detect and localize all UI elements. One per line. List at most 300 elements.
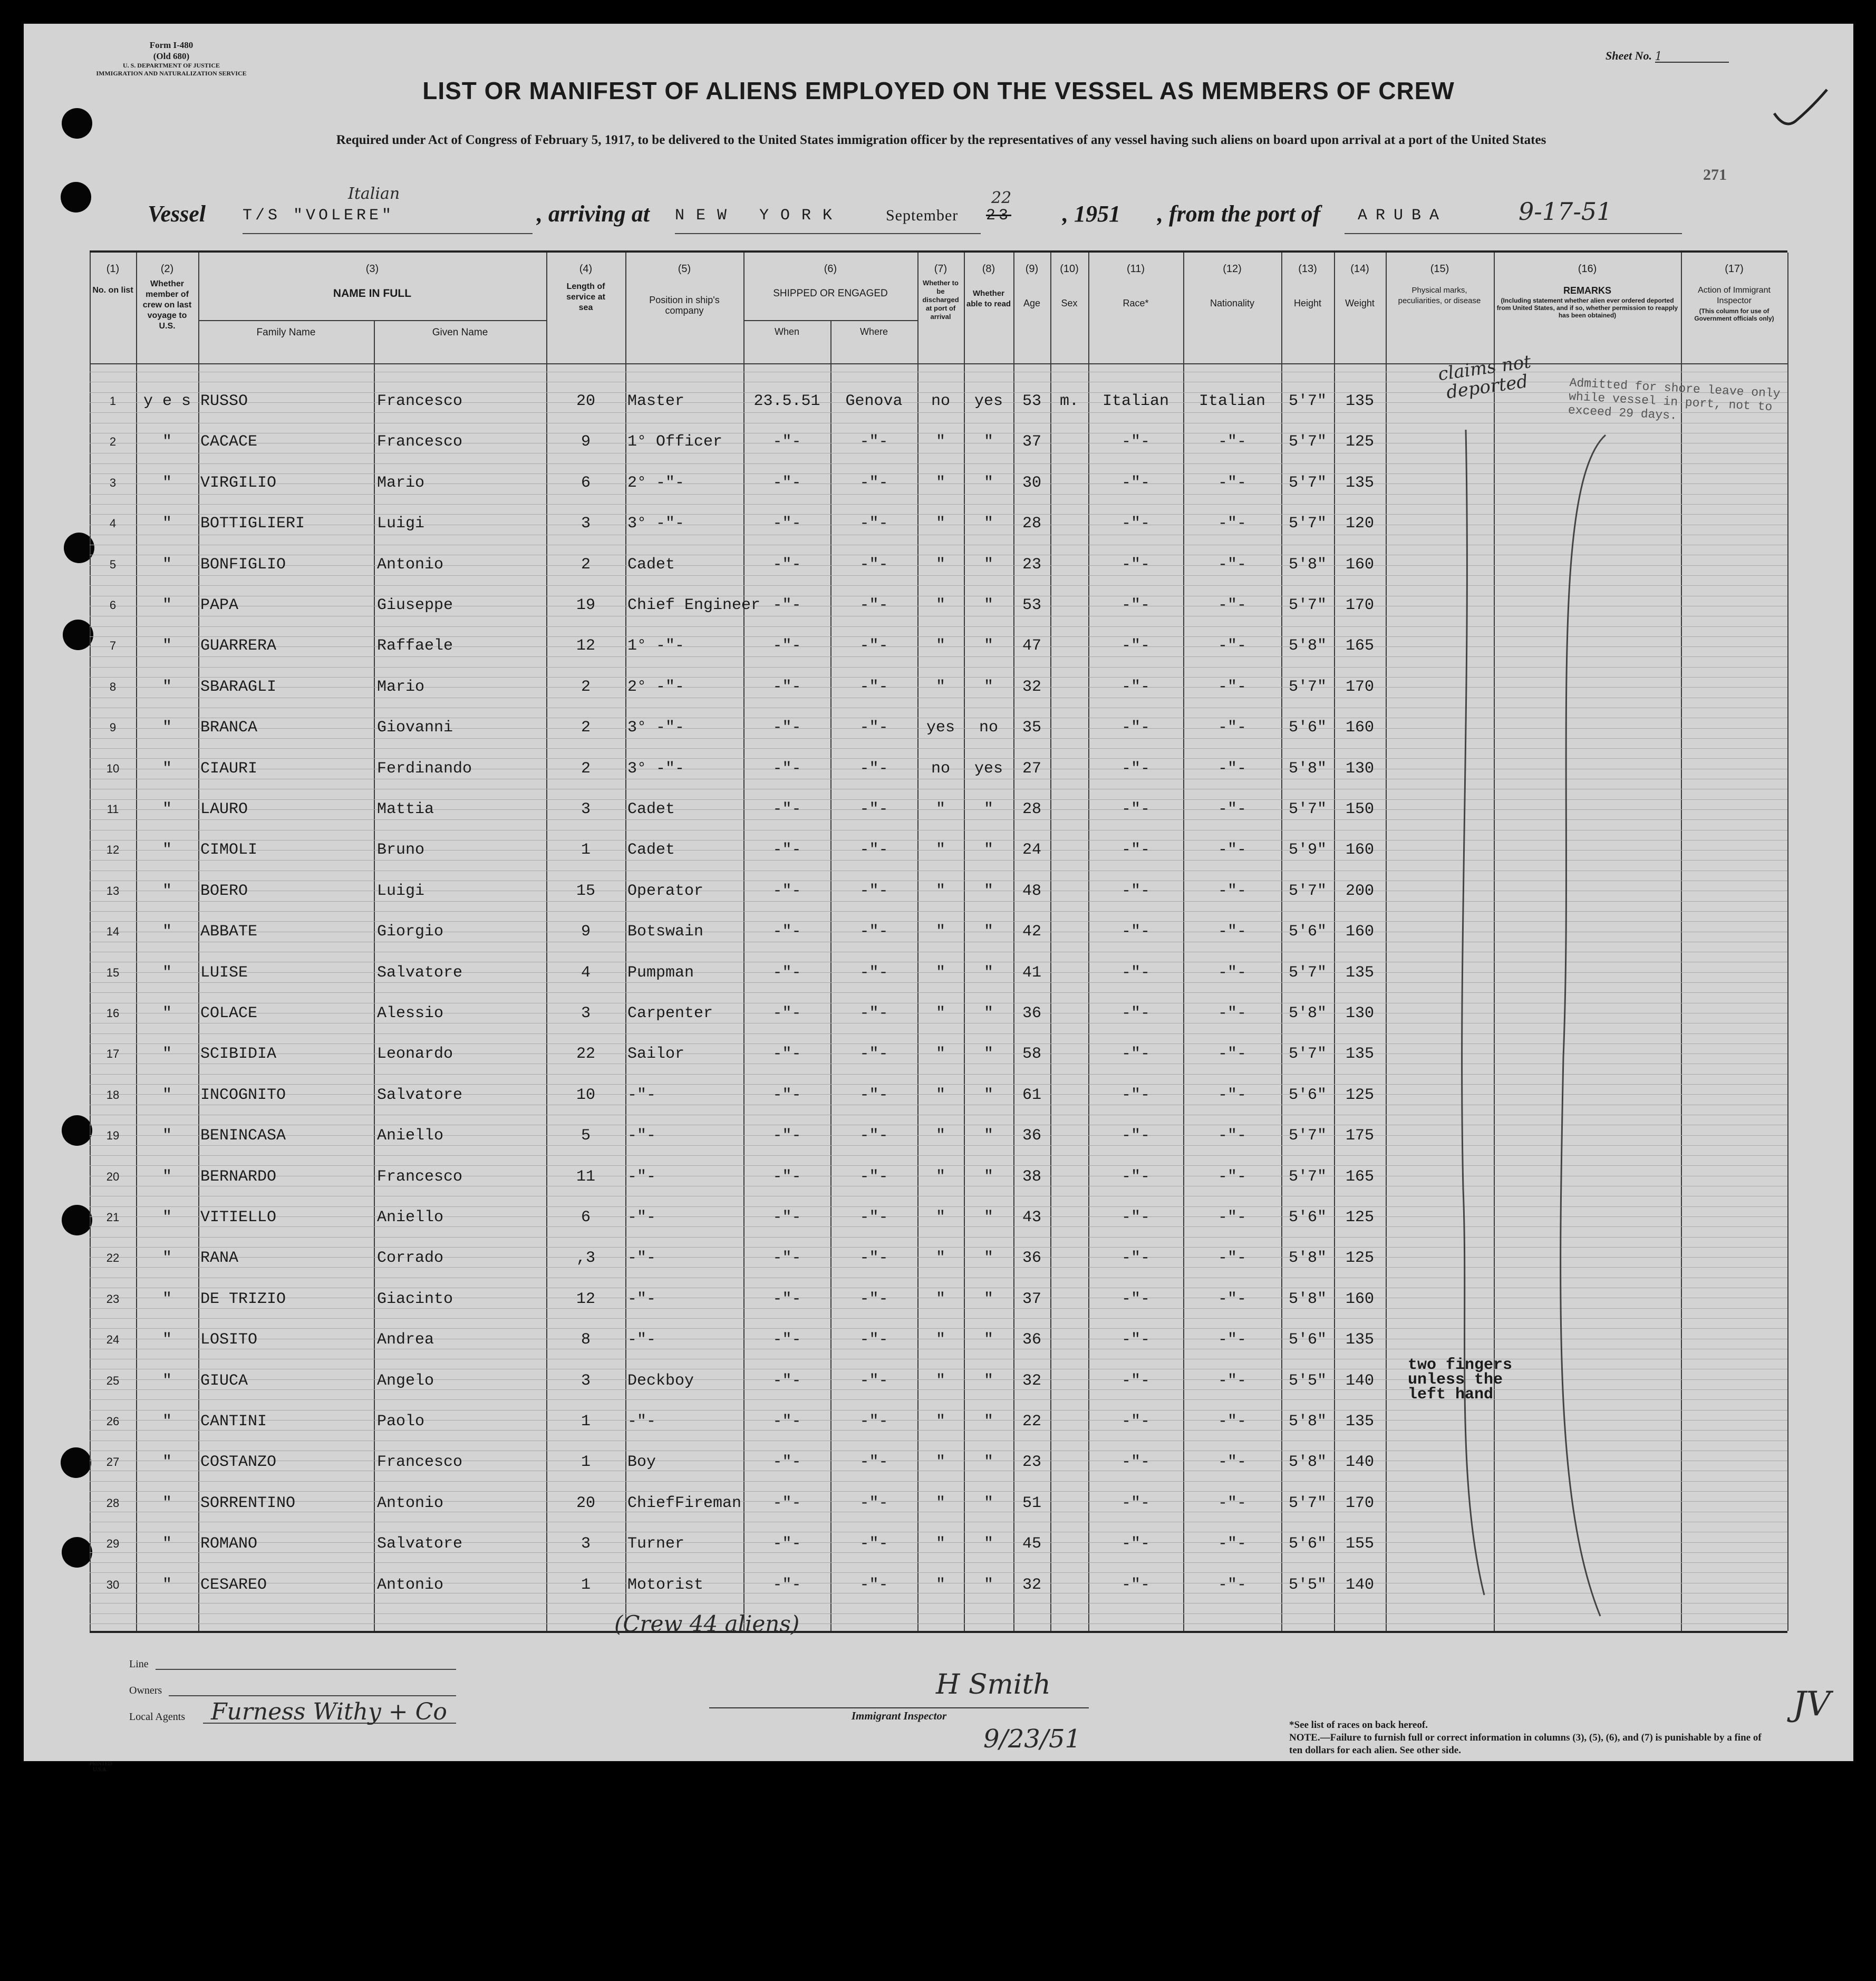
cell-family: VIRGILIO — [200, 473, 277, 492]
cell-no: 19 — [106, 1129, 120, 1143]
cell-nationality: -"- — [1217, 1045, 1246, 1064]
cell-position: ChiefFireman — [627, 1494, 742, 1512]
cell-where: -"- — [859, 1045, 888, 1064]
cell-age: 28 — [1022, 800, 1041, 818]
cell-where: -"- — [859, 1167, 888, 1186]
cell-where: -"- — [859, 1209, 888, 1226]
cell-where: -"- — [859, 923, 888, 941]
cell-race: -"- — [1121, 1045, 1150, 1064]
col-12-header: Nationality — [1210, 298, 1255, 308]
cell-given: Salvatore — [377, 1535, 463, 1553]
given-name-header: Given Name — [432, 327, 488, 338]
cell-weight: 130 — [1345, 1004, 1374, 1022]
cell-age: 51 — [1022, 1494, 1041, 1512]
col-15-number: (15) — [1430, 263, 1449, 275]
vessel-name: T/S "VOLERE" — [243, 207, 395, 225]
cell-given: Angelo — [377, 1371, 434, 1390]
cell-age: 24 — [1022, 841, 1041, 859]
crew-total-note: (Crew 44 aliens) — [614, 1611, 800, 1637]
arrival-day-crossed: 23 — [986, 207, 1012, 225]
cell-service: 5 — [581, 1127, 591, 1145]
cell-position: -"- — [627, 1086, 656, 1104]
cell-position: Carpenter — [627, 1004, 713, 1022]
cell-when: -"- — [772, 433, 801, 451]
cell-no: 3 — [109, 476, 117, 489]
cell-age: 61 — [1022, 1086, 1041, 1104]
cell-given: Francesco — [377, 1167, 463, 1186]
cell-discharged: no — [931, 759, 950, 778]
col-3-header: NAME IN FULL — [333, 287, 412, 299]
cell-age: 36 — [1022, 1249, 1041, 1268]
punch-hole — [63, 620, 93, 650]
cell-height: 5'7" — [1288, 1494, 1327, 1512]
cell-where: -"- — [859, 1576, 888, 1594]
cell-no: 5 — [109, 557, 117, 571]
cell-race: -"- — [1121, 800, 1150, 818]
cell-family: CIAURI — [200, 759, 258, 778]
cell-age: 35 — [1022, 719, 1041, 737]
cell-when: -"- — [772, 596, 801, 614]
cell-no: 21 — [106, 1211, 120, 1224]
cell-when: -"- — [772, 515, 801, 533]
col-5-header: Position in ship's company — [649, 295, 720, 316]
cell-height: 5'6" — [1288, 1331, 1327, 1349]
cell-nationality: -"- — [1217, 1249, 1246, 1268]
cell-crew: " — [162, 1086, 172, 1104]
cell-race: -"- — [1121, 1004, 1150, 1022]
cell-no: 18 — [106, 1088, 120, 1101]
cell-service: ,3 — [576, 1249, 595, 1268]
cell-race: -"- — [1121, 963, 1150, 982]
cell-read: " — [983, 1086, 993, 1104]
cell-no: 10 — [106, 761, 120, 775]
cell-crew: " — [162, 1167, 172, 1186]
cell-given: Paolo — [377, 1413, 425, 1431]
cell-nationality: -"- — [1217, 637, 1246, 655]
cell-crew: " — [162, 637, 172, 655]
cell-when: -"- — [772, 1045, 801, 1064]
col-13-number: (13) — [1298, 263, 1317, 275]
col-5-number: (5) — [678, 263, 691, 275]
cell-position: Chief Engineer — [627, 596, 761, 614]
where-header: Where — [859, 326, 888, 337]
cell-age: 43 — [1022, 1209, 1041, 1226]
col-16-number: (16) — [1578, 263, 1597, 275]
cell-race: -"- — [1121, 1371, 1150, 1390]
cell-height: 5'8" — [1288, 1453, 1327, 1472]
cell-nationality: -"- — [1217, 1453, 1246, 1472]
inspector-label: Immigrant Inspector — [851, 1709, 947, 1722]
cell-when: -"- — [772, 719, 801, 737]
footer-notes — [1289, 1719, 1764, 1757]
cell-discharged: " — [935, 433, 945, 451]
cell-height: 5'7" — [1288, 800, 1327, 818]
cell-where: -"- — [859, 1453, 888, 1472]
cell-race: -"- — [1121, 882, 1150, 900]
cell-family: COSTANZO — [200, 1453, 277, 1472]
cell-race: -"- — [1121, 1494, 1150, 1512]
cell-crew: " — [162, 841, 172, 859]
cell-position: Deckboy — [627, 1371, 694, 1390]
cell-nationality: -"- — [1217, 800, 1246, 818]
cell-position: 2° -"- — [627, 678, 685, 696]
cell-where: -"- — [859, 759, 888, 778]
cell-discharged: " — [935, 1453, 945, 1472]
cell-service: 3 — [581, 515, 591, 533]
cell-no: 24 — [106, 1333, 120, 1347]
col-2-number: (2) — [160, 263, 174, 275]
cell-given: Francesco — [377, 392, 463, 410]
cell-read: " — [983, 1453, 993, 1472]
form-old-number: (Old 680) — [153, 51, 190, 61]
cell-when: -"- — [772, 882, 801, 900]
cell-weight: 120 — [1345, 515, 1374, 533]
cell-race: -"- — [1121, 1086, 1150, 1104]
cell-where: -"- — [859, 1249, 888, 1268]
cell-family: RANA — [200, 1249, 239, 1268]
cell-discharged: " — [935, 882, 945, 900]
cell-weight: 150 — [1345, 800, 1374, 818]
cell-height: 5'7" — [1288, 515, 1327, 533]
owners-label: Owners — [129, 1685, 162, 1696]
col-2-header: Whether member of crew on last voyage to U.S. — [142, 279, 192, 331]
cell-when: -"- — [772, 1209, 801, 1226]
cell-read: " — [983, 800, 993, 818]
local-agents-value: Furness Withy + Co — [211, 1698, 447, 1725]
cell-age: 47 — [1022, 637, 1041, 655]
cell-race: -"- — [1121, 596, 1150, 614]
cell-service: 3 — [581, 800, 591, 818]
cell-crew: " — [162, 1331, 172, 1349]
cell-no: 17 — [106, 1047, 120, 1061]
cell-nationality: -"- — [1217, 1331, 1246, 1349]
cell-when: -"- — [772, 1290, 801, 1308]
cell-when: -"- — [772, 841, 801, 859]
cell-given: Bruno — [377, 841, 425, 859]
cell-nationality: -"- — [1217, 1494, 1246, 1512]
cell-nationality: -"- — [1217, 678, 1246, 696]
cell-crew: " — [162, 473, 172, 492]
cell-crew: " — [162, 1127, 172, 1145]
cell-age: 38 — [1022, 1167, 1041, 1186]
cell-race: -"- — [1121, 1249, 1150, 1268]
document-subtitle: Required under Act of Congress of February 5, 1917, to be delivered to the United States immigration officer by the representatives of any vessel having such aliens on board upon arrival at a port of the United States — [336, 133, 1546, 147]
cell-read: " — [983, 1249, 993, 1268]
cell-weight: 125 — [1345, 1086, 1374, 1104]
races-note: *See list of races on back hereof. — [1289, 1719, 1428, 1731]
cell-no: 22 — [106, 1251, 120, 1265]
cell-when: -"- — [772, 1086, 801, 1104]
cell-read: " — [983, 555, 993, 574]
cell-service: 2 — [581, 719, 591, 737]
cell-crew: " — [162, 1290, 172, 1308]
cell-given: Andrea — [377, 1331, 434, 1349]
sheet-number — [1606, 49, 1729, 63]
cell-crew: " — [162, 1209, 172, 1226]
cell-weight: 135 — [1345, 1413, 1374, 1431]
cell-given: Giovanni — [377, 719, 453, 737]
cell-position: Operator — [627, 882, 704, 900]
cell-height: 5'7" — [1288, 882, 1327, 900]
cell-service: 1 — [581, 841, 591, 859]
cell-when: -"- — [772, 1576, 801, 1594]
cell-weight: 135 — [1345, 963, 1374, 982]
cell-discharged: " — [935, 555, 945, 574]
cell-given: Corrado — [377, 1249, 444, 1268]
cell-nationality: -"- — [1217, 1086, 1246, 1104]
cell-position: -"- — [627, 1331, 656, 1349]
cell-family: COLACE — [200, 1004, 258, 1022]
cell-family: SCIBIDIA — [200, 1045, 277, 1064]
arriving-label: , arriving at — [537, 201, 650, 227]
family-name-header: Family Name — [256, 327, 316, 338]
cell-family: GUARRERA — [200, 637, 277, 655]
cell-service: 8 — [581, 1331, 591, 1349]
service-name: IMMIGRATION AND NATURALIZATION SERVICE — [96, 70, 247, 77]
cell-position: 1° Officer — [627, 433, 723, 451]
cell-weight: 130 — [1345, 759, 1374, 778]
cell-age: 42 — [1022, 923, 1041, 941]
when-header: When — [774, 326, 800, 337]
cell-nationality: Italian — [1198, 392, 1266, 410]
cell-no: 28 — [106, 1496, 120, 1510]
cell-when: -"- — [772, 473, 801, 492]
cell-discharged: " — [935, 1576, 945, 1594]
cell-position: -"- — [627, 1127, 656, 1145]
cell-family: GIUCA — [200, 1371, 248, 1390]
cell-nationality: -"- — [1217, 473, 1246, 492]
cell-given: Francesco — [377, 1453, 463, 1472]
cell-nationality: -"- — [1217, 841, 1246, 859]
cell-where: -"- — [859, 800, 888, 818]
punch-hole — [62, 1537, 92, 1568]
cell-read: " — [983, 433, 993, 451]
cell-crew: " — [162, 1494, 172, 1512]
document-title: LIST OR MANIFEST OF ALIENS EMPLOYED ON THE VESSEL AS MEMBERS OF CREW — [422, 77, 1455, 104]
cell-no: 9 — [109, 721, 117, 735]
col-14-header: Weight — [1345, 298, 1375, 308]
cell-discharged: " — [935, 1494, 945, 1512]
cell-race: -"- — [1121, 473, 1150, 492]
cell-where: -"- — [859, 596, 888, 614]
cell-position: -"- — [627, 1413, 656, 1431]
cell-crew: " — [162, 515, 172, 533]
cell-position: Pumpman — [627, 963, 694, 982]
cell-height: 5'7" — [1288, 678, 1327, 696]
cell-discharged: " — [935, 515, 945, 533]
cell-weight: 170 — [1345, 1494, 1374, 1512]
cell-family: CESAREO — [200, 1576, 267, 1594]
cell-position: 1° -"- — [627, 637, 685, 655]
cell-family: BENINCASA — [200, 1127, 286, 1145]
cell-position: -"- — [627, 1290, 656, 1308]
col-12-number: (12) — [1223, 263, 1242, 275]
inspector-signature: H Smith — [936, 1669, 1051, 1700]
cell-read: " — [983, 1127, 993, 1145]
col-8-header: Whether able to read — [966, 289, 1011, 308]
cell-crew: " — [162, 1535, 172, 1553]
cell-service: 11 — [576, 1167, 595, 1186]
cell-height: 5'6" — [1288, 719, 1327, 737]
cell-where: -"- — [859, 719, 888, 737]
cell-given: Mario — [377, 678, 425, 696]
cell-position: Cadet — [627, 555, 675, 574]
cell-when: -"- — [772, 1453, 801, 1472]
cell-family: ROMANO — [200, 1535, 258, 1553]
cell-service: 2 — [581, 678, 591, 696]
cell-crew: " — [162, 923, 172, 941]
cell-weight: 155 — [1345, 1535, 1374, 1553]
cell-read: no — [979, 719, 998, 737]
cell-crew: " — [162, 1045, 172, 1064]
cell-where: -"- — [859, 515, 888, 533]
cell-age: 53 — [1022, 596, 1041, 614]
cell-age: 32 — [1022, 678, 1041, 696]
cell-no: 15 — [106, 965, 120, 979]
form-number: Form I-480 — [149, 40, 194, 50]
arrival-day-corrected: 22 — [991, 189, 1012, 207]
cell-weight: 135 — [1345, 473, 1374, 492]
local-agents-label: Local Agents — [129, 1711, 186, 1723]
cell-where: -"- — [859, 963, 888, 982]
cell-age: 53 — [1022, 392, 1041, 410]
cell-family: LOSITO — [200, 1331, 258, 1349]
cell-nationality: -"- — [1217, 1413, 1246, 1431]
cell-given: Giacinto — [377, 1290, 453, 1308]
cell-discharged: " — [935, 637, 945, 655]
cell-read: " — [983, 1290, 993, 1308]
departure-port: ARUBA — [1358, 207, 1448, 225]
arrival-year: , 1951 — [1062, 201, 1120, 227]
cell-where: Genova — [845, 392, 903, 410]
cell-nationality: -"- — [1217, 1371, 1246, 1390]
cell-race: Italian — [1102, 392, 1169, 410]
cell-when: 23.5.51 — [753, 392, 820, 410]
col-4-header: Length of service at sea — [566, 282, 605, 312]
cell-family: ABBATE — [200, 923, 258, 941]
cell-race: -"- — [1121, 1331, 1150, 1349]
cell-discharged: " — [935, 1249, 945, 1268]
col-10-header: Sex — [1061, 298, 1078, 308]
cell-family: LUISE — [200, 963, 248, 982]
cell-family: RUSSO — [200, 392, 248, 410]
cell-weight: 170 — [1345, 596, 1374, 614]
cell-discharged: " — [935, 963, 945, 982]
cell-crew: " — [162, 759, 172, 778]
cell-nationality: -"- — [1217, 433, 1246, 451]
cell-race: -"- — [1121, 637, 1150, 655]
cell-crew: " — [162, 678, 172, 696]
cell-service: 20 — [576, 1494, 595, 1512]
cell-height: 5'8" — [1288, 637, 1327, 655]
cell-weight: 125 — [1345, 1209, 1374, 1226]
cell-family: PAPA — [200, 596, 239, 614]
col-13-header: Height — [1293, 298, 1322, 308]
cell-height: 5'6" — [1288, 1209, 1327, 1226]
cell-nationality: -"- — [1217, 1576, 1246, 1594]
ditto-lines-icon — [1426, 424, 1627, 1627]
cell-no: 25 — [106, 1374, 120, 1387]
cell-height: 5'8" — [1288, 1413, 1327, 1431]
inspector-date: 9/23/51 — [983, 1724, 1081, 1754]
cell-race: -"- — [1121, 1127, 1150, 1145]
cell-service: 12 — [576, 637, 595, 655]
cell-no: 7 — [109, 639, 117, 653]
cell-given: Salvatore — [377, 963, 463, 982]
cell-discharged: " — [935, 1004, 945, 1022]
cell-height: 5'8" — [1288, 1249, 1327, 1268]
cell-given: Antonio — [377, 555, 444, 574]
cell-discharged: " — [935, 1167, 945, 1186]
col-11-header: Race* — [1123, 298, 1149, 308]
cell-where: -"- — [859, 1494, 888, 1512]
cell-given: Luigi — [377, 515, 425, 533]
cell-weight: 160 — [1345, 555, 1374, 574]
cell-position: Sailor — [627, 1045, 685, 1064]
punch-hole — [61, 1447, 91, 1478]
cell-service: 4 — [581, 963, 591, 982]
cell-position: 2° -"- — [627, 473, 685, 492]
cell-crew: " — [162, 963, 172, 982]
cell-no: 6 — [109, 598, 117, 612]
penalty-note: NOTE.—Failure to furnish full or correct information in columns (3), (5), (6), and (7) is punishable by a fine of ten dollars for each alien. See other side. — [1289, 1732, 1762, 1756]
cell-given: Mario — [377, 473, 425, 492]
cell-race: -"- — [1121, 1413, 1150, 1431]
cell-weight: 140 — [1345, 1453, 1374, 1472]
cell-read: " — [983, 1167, 993, 1186]
cell-when: -"- — [772, 555, 801, 574]
cell-age: 36 — [1022, 1127, 1041, 1145]
col-9-header: Age — [1023, 298, 1041, 308]
cell-service: 12 — [576, 1290, 595, 1308]
cell-discharged: " — [935, 678, 945, 696]
cell-weight: 135 — [1345, 1331, 1374, 1349]
cell-nationality: -"- — [1217, 1209, 1246, 1226]
cell-family: CANTINI — [200, 1413, 267, 1431]
cell-where: -"- — [859, 1004, 888, 1022]
cell-crew: " — [162, 433, 172, 451]
col-4-number: (4) — [579, 263, 593, 275]
cell-when: -"- — [772, 1249, 801, 1268]
cell-age: 36 — [1022, 1331, 1041, 1349]
cell-no: 16 — [106, 1007, 120, 1020]
cell-discharged: " — [935, 1290, 945, 1308]
cell-crew: " — [162, 1576, 172, 1594]
cell-nationality: -"- — [1217, 1127, 1246, 1145]
cell-no: 23 — [106, 1292, 120, 1306]
cell-discharged: " — [935, 1331, 945, 1349]
cell-crew: y e s — [143, 392, 191, 410]
cell-read: " — [983, 1004, 993, 1022]
cell-given: Raffaele — [377, 637, 453, 655]
vessel-flag-note: Italian — [348, 185, 400, 203]
cell-position: Master — [627, 392, 685, 410]
cell-read: " — [983, 882, 993, 900]
cell-service: 22 — [576, 1045, 595, 1064]
cell-height: 5'8" — [1288, 555, 1327, 574]
cell-weight: 165 — [1345, 1167, 1374, 1186]
cell-nationality: -"- — [1217, 1167, 1246, 1186]
cell-race: -"- — [1121, 719, 1150, 737]
cell-read: yes — [974, 392, 1003, 410]
cell-height: 5'6" — [1288, 1086, 1327, 1104]
cell-age: 32 — [1022, 1371, 1041, 1390]
col-3-number: (3) — [365, 263, 379, 275]
cell-weight: 170 — [1345, 678, 1374, 696]
cell-race: -"- — [1121, 1290, 1150, 1308]
physical-marks-note: two fingers unless the left hand — [1408, 1356, 1513, 1404]
cell-service: 15 — [576, 882, 595, 900]
